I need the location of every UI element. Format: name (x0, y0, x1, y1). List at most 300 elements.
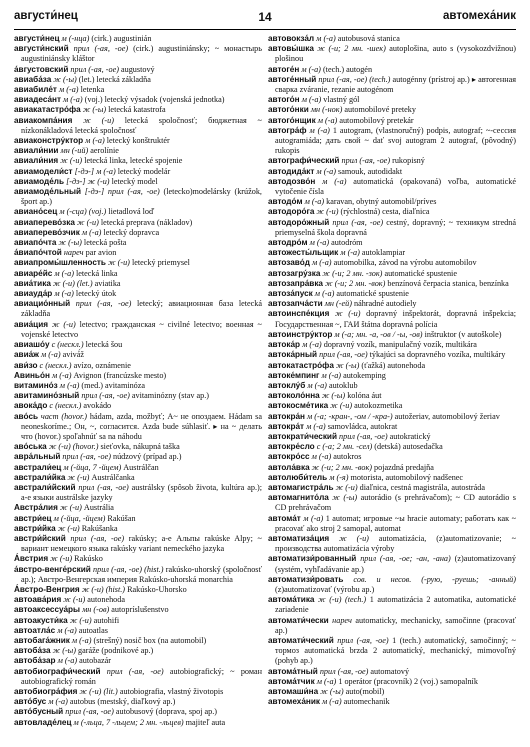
entry-headword: автовокза́л (268, 34, 315, 43)
dictionary-entry (268, 289, 516, 299)
entry-headword: австрали́йка (14, 472, 66, 482)
entry-headword: автоматизи́рованный (268, 554, 357, 564)
entry-definition: vlastný gól (321, 95, 360, 105)
dictionary-entry (14, 65, 262, 75)
entry-headword: автоклу́б (268, 380, 306, 390)
entry-grammar: м (-а) (52, 289, 74, 299)
dictionary-entry (268, 483, 516, 493)
header-last-headword: автомеха́ник (443, 10, 516, 22)
entry-definition: (tech.) autogén (320, 64, 373, 74)
entry-definition: augustový (118, 64, 155, 74)
entry-grammar: прил (-ая, -ое) (60, 452, 111, 462)
entry-grammar: [-дэ-] м (-а) (72, 166, 116, 176)
entry-headword: авиаба́за (14, 74, 52, 84)
entry-headword: автожесты́льщик (268, 248, 339, 258)
entry-grammar: ж (-ы) (56, 238, 82, 248)
entry-headword: авиацио́нный (14, 299, 71, 309)
entry-headword: автоколо́нна (268, 391, 320, 401)
entry-definition: automatizácia, (z)automatizovanie; ~ производства automatizácia výroby (275, 533, 517, 554)
entry-definition: týkajúci sa dopravného vozíka, multikáry (367, 350, 506, 360)
entry-headword: авитамино́зный (14, 391, 80, 401)
entry-definition: letecký útok (73, 289, 117, 299)
entry-headword: автоинспе́кция (268, 309, 330, 319)
entry-headword: а́вгустовский (14, 64, 69, 74)
entry-definition: autorádio (s prehrávačom); ~ CD autorádio s CD prehrávačom (275, 493, 516, 513)
dictionary-entry (14, 269, 262, 279)
dictionary-entry (268, 412, 516, 422)
dictionary-entry (14, 503, 262, 513)
entry-grammar: ж (-и) (let.) (50, 278, 93, 288)
entry-headword: авиадеса́нт (14, 95, 61, 105)
entry-grammar: прил (-ая, -ое) (329, 217, 384, 227)
entry-grammar: м (-а) (315, 115, 338, 125)
entry-headword: автока́рный (268, 350, 318, 360)
entry-grammar: м (-а) (309, 452, 332, 462)
entry-grammar: прил (-ая, -ое) (317, 666, 369, 676)
entry-grammar: ж (-и) (67, 615, 92, 625)
dictionary-entry (268, 167, 516, 177)
dictionary-entry (268, 432, 516, 442)
entry-definition: (cirk.) augustiniánsky; ~ монастырь augustiniánsky kláštor (21, 44, 262, 64)
dictionary-entry (268, 126, 516, 157)
dictionary-entry (268, 248, 516, 258)
entry-grammar: ж (-ы) (328, 493, 358, 503)
dictionary-entry (14, 279, 262, 289)
entry-headword: аво́сь (14, 411, 39, 421)
entry-headword: автоматизи́ровать (268, 574, 344, 584)
dictionary-entry (14, 718, 262, 728)
dictionary-entry (14, 585, 262, 595)
entry-definition: letecká spoločnosť; бюджетная ~ nízkonákladová letecká spoločnosť (21, 115, 262, 135)
entry-grammar: ж (-и) (55, 523, 80, 533)
dictionary-entry (14, 697, 262, 707)
entry-headword: автокре́сло (268, 442, 315, 452)
dictionary-entry (268, 34, 516, 44)
entry-grammar: прил (-ая, -ое) (339, 156, 391, 166)
entry-headword: автодоро́жный (268, 217, 330, 227)
entry-definition: automatické spustenie (382, 268, 457, 278)
entry-headword: автомати́чески (268, 615, 329, 625)
entry-grammar: м (-а) (299, 95, 322, 105)
entry-headword: автоке́мпинг (268, 370, 320, 380)
entry-headword: авиали́ния (14, 156, 59, 166)
dictionary-entry (14, 667, 262, 687)
entry-headword: авиаперево́зка (14, 217, 75, 227)
entry-headword: авиали́нии (14, 146, 59, 156)
entry-grammar: прил (-ая, -ое) (79, 391, 130, 401)
entry-grammar: м (-а) (306, 125, 330, 135)
entry-definition: autodróm (329, 238, 363, 248)
entry-headword: автовы́шка (268, 44, 314, 54)
entry-grammar: прил (-ая, -ое) (317, 350, 368, 360)
dictionary-entry (14, 299, 262, 319)
entry-grammar: с (нескл.) (47, 401, 82, 411)
dictionary-entry (14, 371, 262, 381)
entry-definition: 1 autogram, (vlastnoručný) podpis, autograf; ~-сессия autogramiáda; дать свой ~ dať svoj autogram 2 autograf, (pôvodný) rukopis (275, 125, 517, 156)
entry-headword: автомеха́ник (268, 697, 320, 707)
entry-headword: автома́т (268, 513, 301, 523)
entry-headword: австрали́йский (14, 482, 76, 492)
entry-grammar: ж (-и) (328, 401, 353, 411)
entry-grammar: м (-сца) (voj.) (57, 207, 107, 217)
entry-definition: letecký priemysel (129, 258, 190, 268)
entry-grammar: мн (-нок) (308, 105, 343, 115)
entry-headword: автола́вка (268, 462, 310, 472)
dictionary-entry (14, 473, 262, 483)
entry-grammar: м (-а) (49, 370, 72, 380)
entry-definition: automatická (opakovaná) voľba, automatické vytočenie čísla (275, 176, 516, 197)
entry-grammar: м (-а) (314, 166, 336, 176)
entry-definition: Austrália (81, 503, 114, 513)
entry-grammar: ж (-и) (58, 156, 83, 166)
entry-headword: автокра́т (268, 421, 305, 431)
entry-grammar: ж (-и) (65, 472, 90, 482)
dictionary-entry (14, 442, 262, 452)
page-number: 14 (258, 10, 272, 24)
entry-grammar: м (-а) (55, 625, 77, 635)
entry-grammar: м (-я) (327, 472, 349, 482)
entry-definition: rakúsko-uhorský (spoločnosť ap.); Австро-Венгерская империя Rakúsko-uhorská monarchia (21, 564, 262, 584)
dictionary-entry (268, 350, 516, 360)
entry-definition: automechanik (341, 697, 390, 707)
entry-grammar: прил (-ая, -ое) (tech.) (316, 74, 391, 84)
entry-grammar: прил (-ая, -ое) (333, 635, 389, 645)
entry-definition: majiteľ auta (183, 717, 226, 727)
dictionary-entry (14, 616, 262, 626)
entry-headword: авиа́тика (14, 278, 51, 288)
dictionary-entry (14, 75, 262, 85)
entry-headword: аво́ська (14, 442, 47, 452)
entry-definition: letecká šou (83, 340, 123, 350)
entry-definition: avízo, oznámenie (71, 360, 131, 370)
entry-definition: autobusový (doprava, spoj ap.) (113, 707, 218, 717)
entry-headword: авиауда́р (14, 289, 53, 299)
entry-definition: autohifi (91, 615, 120, 625)
entry-headword: авиаперево́зчик (14, 227, 80, 237)
entry-headword: автодозво́н (268, 176, 316, 186)
entry-definition: automatické spustenie (334, 289, 409, 299)
entry-definition: letecký modelár (115, 166, 171, 176)
entry-headword: австри́ец (14, 513, 52, 523)
dictionary-entry (14, 228, 262, 238)
dictionary-entry (14, 707, 262, 717)
dictionary-entry (268, 452, 516, 462)
entry-definition: (let.) letecká základňa (76, 74, 151, 84)
entry-definition: (detská) autosedačka (372, 442, 443, 452)
entry-headword: авиа́ж (14, 350, 39, 360)
entry-headword: автодро́м (268, 238, 308, 248)
entry-definition: kolóna áut (345, 391, 382, 401)
entry-definition: avokádo (81, 401, 112, 411)
dictionary-entry (14, 687, 262, 697)
entry-grammar: прил (-ая, -ое) (hist.) (90, 564, 164, 574)
entry-definition: automobilka, závod na výrobu automobilov (331, 258, 477, 268)
entry-definition: letenka (78, 85, 105, 95)
entry-grammar: ж (-и) (48, 319, 76, 329)
entry-definition: dopravný inšpektorát, dopravná inšpekcia; Государственная ~, ГАИ štátna dopravná polícia (275, 309, 516, 329)
dictionary-entry (14, 248, 262, 258)
dictionary-entry (14, 391, 262, 401)
dictionary-entry (14, 320, 262, 340)
entry-headword: а́виапо́чтой (14, 248, 62, 258)
entry-headword: авто́бус (14, 697, 47, 707)
entry-grammar: ж (-и) (tech.) (314, 595, 367, 605)
entry-definition: automaticky, mechanicky, samočinne (pracovať ap.) (275, 615, 516, 635)
entry-grammar: м (-нца) (59, 34, 90, 43)
entry-grammar: част (hovor.) (38, 411, 88, 421)
entry-headword: автовладе́лец (14, 717, 72, 727)
entry-headword: автозагру́зка (268, 268, 321, 278)
entry-grammar: с (нескл.) (49, 340, 84, 350)
entry-headword: австри́йский (14, 533, 66, 543)
entry-definition: letecká katastrofa (106, 105, 166, 115)
dictionary-entry (14, 187, 262, 207)
entry-headword: автокро́сс (268, 452, 310, 462)
dictionary-entry (14, 289, 262, 299)
entry-grammar: прил (-ая, -ое) (70, 299, 132, 309)
entry-grammar: ж (-ы) (318, 687, 344, 696)
entry-definition: diaľnica, cestná magistrála, autostráda (357, 482, 486, 492)
entry-grammar: м (-а) (309, 258, 332, 268)
dictionary-entry (14, 361, 262, 371)
dictionary-entry (268, 75, 516, 95)
entry-headword: автодо́м (268, 197, 303, 207)
entry-definition: dopravný vozík, manipulačný vozík, multikára (321, 340, 477, 350)
entry-definition: autokemping (341, 370, 386, 380)
entry-grammar: м (-а) (319, 697, 342, 707)
entry-headword: автозапча́сти (268, 299, 323, 309)
entry-headword: авиаконстру́ктор (14, 136, 84, 146)
entry-definition: autoklampiar (359, 248, 406, 258)
dictionary-entry (14, 626, 262, 636)
entry-headword: автома́тный (268, 666, 318, 676)
dictionary-entry (268, 636, 516, 667)
entry-headword: авока́до (14, 401, 48, 411)
entry-grammar: ж (-и) (74, 217, 99, 227)
entry-definition: auto(mobil) (343, 687, 385, 696)
dictionary-entry (14, 452, 262, 462)
entry-grammar: прил (-ая, -ое) (65, 533, 125, 543)
entry-definition: cestný, dopravný; ~ техникум stredná priemyselná škola dopravná (275, 217, 516, 237)
entry-definition: Austrálčanka (89, 472, 135, 482)
entry-grammar: м (-а) (314, 676, 337, 686)
entry-definition: letecký dopravca (101, 227, 160, 237)
entry-definition: autogénny (prístroj ap.) ▸ автогенная сварка zváranie, rezanie autogénom (275, 74, 516, 95)
entry-headword: автого́нки (268, 105, 309, 115)
entry-definition: Rakúsko-Uhorsko (125, 584, 187, 594)
dictionary-entry (14, 105, 262, 115)
dictionary-entry (14, 207, 262, 217)
entry-headword: автоаксессуа́ры (14, 605, 81, 615)
dictionary-entry (14, 116, 262, 136)
entry-headword: авиакатастро́фа (14, 105, 81, 115)
entry-grammar: мн (-ей) (322, 299, 352, 309)
entry-definition: autokros (331, 452, 362, 462)
entry-headword: автобиогра́фия (14, 687, 78, 696)
entry-headword: автоге́нный (268, 74, 317, 84)
entry-headword: автолюби́тель (268, 472, 328, 482)
entry-grammar: мн (-ов) (80, 605, 110, 615)
entry-definition: autobusová stanica (335, 34, 400, 43)
entry-grammar: м (-а) (307, 238, 330, 248)
dictionary-entry (268, 65, 516, 75)
entry-definition: letecká preprava (nákladov) (98, 217, 193, 227)
dictionary-entry (268, 442, 516, 452)
entry-definition: 1 automatizácia 2 automatika, automatické zariadenie (275, 595, 516, 615)
entry-definition: aviatika (92, 278, 121, 288)
entry-definition: (strešný) nosič box (na automobil) (91, 635, 207, 645)
entry-headword: Австра́лия (14, 503, 58, 513)
dictionary-entry (268, 105, 516, 115)
entry-headword: австрали́ец (14, 462, 62, 472)
dictionary-entry (14, 34, 262, 44)
dictionary-entry (268, 595, 516, 615)
dictionary-entry (14, 381, 262, 391)
entry-grammar: прил (-ая, -ое; -ан, -ана) (356, 554, 451, 564)
entry-headword: а́встро-венге́рский (14, 564, 91, 574)
dictionary-entry (268, 207, 516, 217)
dictionary-entry (14, 534, 262, 554)
entry-headword: автоакусти́ка (14, 615, 68, 625)
dictionary-entry (14, 412, 262, 443)
entry-grammar: прил (-ая, -ое) (337, 431, 388, 441)
entry-definition: 1 operátor (pracovník) 2 (voj.) samopalník (336, 676, 478, 686)
entry-headword: автома́тчик (268, 676, 315, 686)
dictionary-entry (268, 667, 516, 677)
entry-headword: автоба́за (14, 646, 51, 656)
entry-grammar: ж (-ы) (80, 105, 107, 115)
dictionary-entry (14, 656, 262, 666)
dictionary-entry (14, 238, 262, 248)
entry-grammar: м (-а) (46, 697, 68, 707)
entry-grammar: ж (-и) (314, 207, 339, 217)
entry-grammar: ж (-и) (61, 595, 86, 605)
entry-headword: авиакомпа́ния (14, 115, 73, 125)
entry-headword: автозаво́д (268, 258, 310, 268)
entry-definition: sieťovka, nákupná taška (98, 442, 180, 452)
dictionary-entry (14, 524, 262, 534)
entry-definition: benzínová čerpacia stanica, benzínka (385, 278, 509, 288)
entry-grammar: м (-а) (69, 635, 92, 645)
entry-headword: автодоро́га (268, 207, 315, 217)
entry-grammar: м (-а) (299, 64, 321, 74)
entry-headword: авиамоде́льный (14, 187, 81, 197)
entry-headword: автокосме́тика (268, 401, 329, 411)
entry-grammar: м (-а) (319, 370, 342, 380)
entry-definition: autokratický (387, 431, 431, 441)
entry-definition: (letecko)modelársky (krúžok, šport ap.) (21, 187, 262, 207)
entry-headword: авиаре́йс (14, 268, 53, 278)
entry-headword: автокра́н (268, 411, 305, 421)
dictionary-entry (268, 238, 516, 248)
entry-grammar: с (-а; 2 мн. -сел) (314, 442, 373, 452)
entry-headword: автодида́кт (268, 166, 315, 176)
entry-definition: 1 automat; игровые ~ы hracie automaty; работать как ~ pracovať ako stroj 2 samopal, automat (275, 513, 517, 533)
dictionary-entry (268, 575, 516, 595)
entry-headword: автогра́ф (268, 125, 307, 135)
entry-definition: (voj.) letecký výsadok (vojenská jednotka) (82, 95, 225, 105)
entry-definition: avivá́ž (60, 350, 84, 360)
entry-definition: autobazár (77, 656, 111, 666)
entry-definition: autoatlas (76, 625, 108, 635)
entry-definition: autoplošina, auto s (vysokozdvižnou) plošinou (275, 44, 516, 64)
dictionary-entry (268, 371, 516, 381)
entry-headword: автократи́ческий (268, 431, 337, 441)
entry-headword: августи́нский (14, 44, 69, 54)
entry-grammar: м (-а) (315, 176, 347, 186)
dictionary-entry (268, 401, 516, 411)
dictionary-entry (14, 258, 262, 268)
entry-headword: автоба́зар (14, 656, 56, 666)
entry-grammar: ж (-и) (333, 482, 358, 492)
dictionary-entry (268, 309, 516, 329)
entry-grammar: ж (-и) (105, 258, 130, 268)
entry-definition: Avignon (francúzske mesto) (71, 370, 167, 380)
entry-grammar: м (-льца, 7 -льцем; 2 мн. -льцев) (71, 717, 184, 727)
entry-grammar: ж (-и) (lit.) (77, 687, 118, 696)
dictionary-entry (268, 340, 516, 350)
entry-grammar: нареч (61, 248, 84, 258)
entry-definition: hádam, azda, možbyť; А~ не опоздаем. Hádam sa neoneskoríme.; Он, ~, согласится. Azda bude súhlasiť. ▸ на ~ делать что (hovor.) spoľahnúť sa na náhodu (21, 411, 262, 441)
dictionary-entry (14, 350, 262, 360)
entry-headword: витамино́з (14, 380, 58, 390)
dictionary-entry (268, 463, 516, 473)
dictionary-entry (268, 330, 516, 340)
entry-headword: автоматиза́ция (268, 533, 330, 543)
entry-definition: automobilový pretekár (337, 115, 414, 125)
entry-definition: autonehoda (85, 595, 126, 605)
dictionary-entry (268, 381, 516, 391)
header-rule (14, 29, 516, 30)
dictionary-entry (14, 156, 262, 166)
entry-grammar: ж (-ы) (51, 74, 77, 84)
entry-headword: августи́нец (14, 34, 60, 43)
dictionary-entry (14, 636, 262, 646)
dictionary-entry (14, 463, 262, 473)
entry-grammar: ж (-и; 2 мн. -шек) (313, 44, 386, 54)
entry-definition: letectvo; гражданская ~ civilné letectvo; военная ~ vojenské letectvo (21, 319, 262, 339)
entry-grammar: ж (-и; 2 мн. -вок) (322, 278, 386, 288)
entry-grammar: [-дэ-] ж (-и) (64, 176, 110, 186)
entry-grammar: м (-а) (60, 95, 83, 105)
dictionary-entry (268, 616, 516, 636)
entry-definition: (med.) avitaminóza (79, 380, 146, 390)
dictionary-entry (14, 514, 262, 524)
entry-definition: garáže (podnikové ap.) (75, 646, 154, 656)
dictionary-entry (268, 218, 516, 238)
dictionary-entry (268, 279, 516, 289)
entry-grammar: ж (-ы) (333, 360, 360, 370)
entry-definition: autožeriav, automobilový žeriav (392, 411, 500, 421)
dictionary-entry (14, 95, 262, 105)
entry-definition: letecký model (109, 176, 158, 186)
entry-definition: rukopisný (390, 156, 425, 166)
dictionary-entry (14, 218, 262, 228)
dictionary-entry (14, 177, 262, 187)
entry-grammar: м (-а) (38, 350, 61, 360)
entry-definition: par avion (83, 248, 117, 258)
entry-grammar: ж (-и; 2 мн. -зок) (320, 268, 383, 278)
dictionary-entry (268, 299, 516, 309)
entry-definition: samouk, autodidakt (335, 166, 403, 176)
entry-grammar: м (-а) (55, 656, 78, 666)
entry-definition: automatový (368, 666, 410, 676)
entry-headword: автозапра́вка (268, 278, 323, 288)
dictionary-entry (268, 422, 516, 432)
dictionary-entry (268, 473, 516, 483)
entry-headword: автографи́ческий (268, 156, 340, 166)
entry-grammar: ж (-и) (48, 554, 73, 564)
